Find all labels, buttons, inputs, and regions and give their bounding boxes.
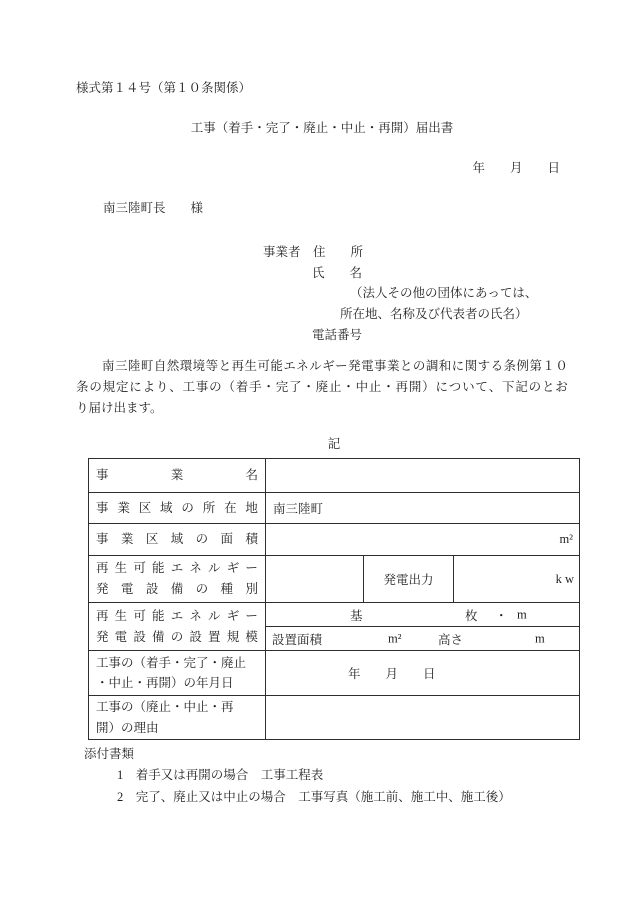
power-output-unit: k w <box>555 571 574 586</box>
table-row-construction-date <box>89 650 579 695</box>
details-table <box>88 458 580 740</box>
construction-date-value: 年 月 日 <box>348 667 436 681</box>
ki-heading: 記 <box>327 437 341 451</box>
area-size-unit: m² <box>559 532 573 546</box>
installation-scale-label-line1: 再 生 可 能 エ ネ ル ギ ー <box>96 608 258 623</box>
install-area-unit: m² <box>388 631 402 645</box>
reason-value <box>266 696 579 739</box>
equipment-type-value-area <box>266 556 579 602</box>
attachment-item-2: 2 完了、廃止又は中止の場合 工事写真（施工前、施工中、施工後） <box>117 790 511 804</box>
addressee-line: 南三陸町長 様 <box>103 201 204 215</box>
applicant-note-line1: （法人その他の団体にあっては、 <box>350 286 538 300</box>
scale-units-row <box>266 603 579 627</box>
reason-label-line2: 開）の理由 <box>96 720 159 735</box>
row-label-cell <box>89 493 266 523</box>
form-number: 様式第１４号（第１０条関係） <box>76 81 252 95</box>
height-label: 高さ <box>438 632 464 647</box>
table-row-business-name <box>89 459 579 492</box>
area-location-label: 事 業 区 域 の 所 在 地 <box>96 500 258 515</box>
construction-date-label-line1: 工事の（着手・完了・廃止 <box>96 655 247 670</box>
row-label-cell <box>89 459 266 492</box>
reason-label-line1: 工事の（廃止・中止・再 <box>96 700 234 714</box>
area-location-value: 南三陸町 <box>273 502 324 516</box>
construction-date-label-line2: ・中止・再開）の年月日 <box>96 676 234 690</box>
table-row-reason <box>89 695 579 739</box>
unit-base: 基 <box>350 608 363 623</box>
installation-scale-value-area <box>266 603 579 650</box>
table-row-equipment-type <box>89 555 579 602</box>
row-label-cell <box>89 524 266 555</box>
row-label-cell <box>89 603 266 650</box>
document-title: 工事（着手・完了・廃止・中止・再開）届出書 <box>190 121 454 135</box>
row-label-cell <box>89 556 266 602</box>
table-row-area-size <box>89 523 579 555</box>
equipment-type-label-line2: 発 電 設 備 の 種 別 <box>96 582 258 596</box>
date-blank-line: 年 月 日 <box>472 161 560 175</box>
applicant-name-label: 氏 名 <box>312 266 363 280</box>
equipment-type-blank-cell <box>266 556 364 602</box>
body-paragraph-line3: り届け出ます。 <box>76 401 163 415</box>
unit-dot: ・ <box>495 608 508 623</box>
attachments-heading: 添付書類 <box>84 747 135 761</box>
applicant-phone-label: 電話番号 <box>312 328 363 342</box>
install-area-label: 設置面積 <box>272 632 323 647</box>
applicant-address-label: 事業者 住 所 <box>263 245 364 259</box>
table-row-installation-scale <box>89 602 579 650</box>
applicant-note-line2: 所在地、名称及び代表者の氏名） <box>340 307 528 321</box>
installation-scale-label-line2: 発 電 設 備 の 設 置 規 模 <box>96 629 258 644</box>
height-unit: m <box>535 631 545 645</box>
attachment-item-1: 1 着手又は再開の場合 工事工程表 <box>117 768 324 782</box>
body-paragraph-line1: 南 三 陸 町 自 然 環 境 等 と 再 生 可 能 エ ネ ル ギ ー 発 電 事 業 と の 調 和 に 関 す る 条 例 第 １ ０ <box>102 359 568 373</box>
business-name-label: 事 業 名 <box>96 468 258 482</box>
power-output-label: 発電出力 <box>364 556 454 602</box>
table-row-area-location <box>89 492 579 523</box>
unit-meter: m <box>517 607 527 621</box>
equipment-type-label-line1: 再 生 可 能 エ ネ ル ギ ー <box>96 561 258 575</box>
scale-area-row <box>266 627 579 650</box>
row-label-cell <box>89 696 266 739</box>
body-paragraph-line2: 条 の 規 定 に よ り 、 工 事 の （ 着 手 ・ 完 了 ・ 廃 止 ・ 中 止 ・ 再 開 ） に つ い て 、 下 記 の と お <box>76 380 568 394</box>
unit-sheet: 枚 <box>465 608 478 623</box>
area-size-label: 事 業 区 域 の 面 積 <box>96 532 258 546</box>
business-name-value <box>266 459 579 492</box>
row-label-cell <box>89 651 266 695</box>
